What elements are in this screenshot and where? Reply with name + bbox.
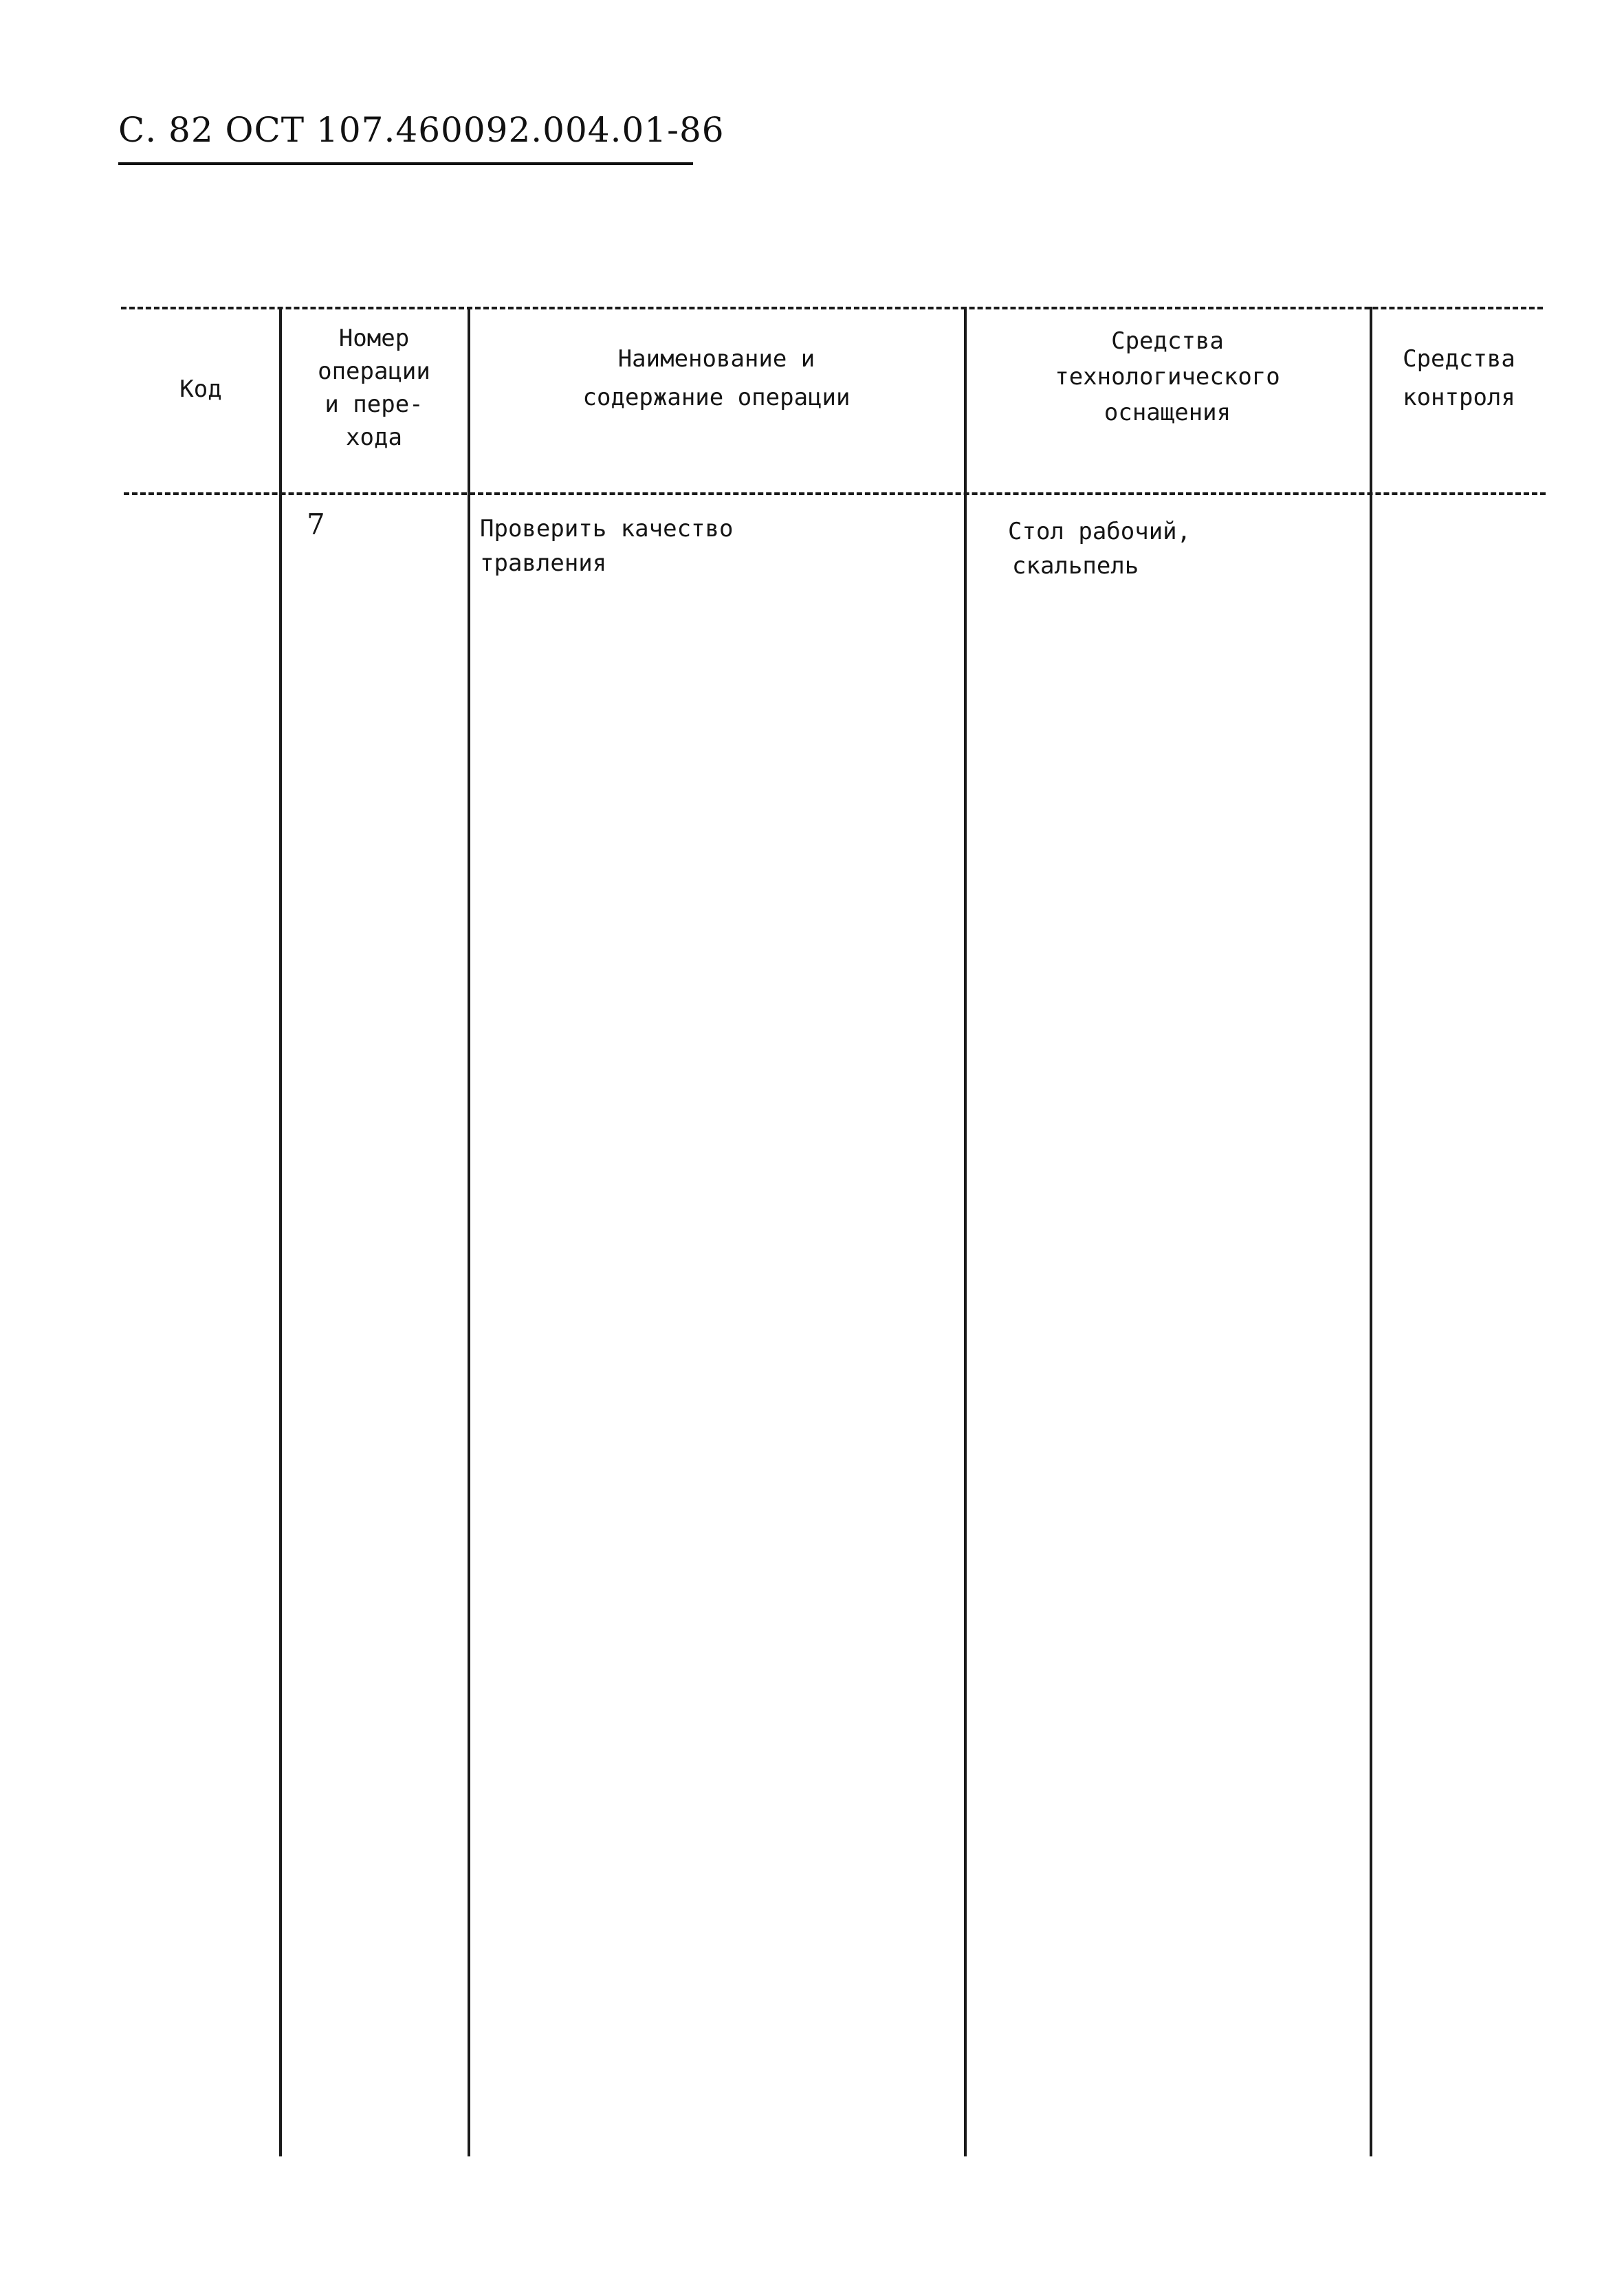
header-op-number-line: хода [346, 424, 402, 451]
page-header: С. 82 ОСТ 107.460092.004.01-86 [118, 110, 725, 150]
row-op-name-line: травления [480, 549, 607, 577]
header-op-name-line: Наименование и [617, 345, 815, 373]
row-tech-equipment [1008, 514, 1191, 583]
header-op-name-line: содержание операции [582, 384, 851, 411]
header-control-line: контроля [1403, 384, 1515, 411]
header-tech-equipment-line: оснащения [1104, 399, 1231, 426]
header-code [124, 373, 278, 406]
header-op-number-line: и пере- [325, 391, 424, 418]
row-op-name [480, 512, 733, 580]
header-tech-equipment-line: технологического [1055, 363, 1280, 391]
column-divider-1 [279, 307, 282, 2156]
column-divider-2 [468, 307, 470, 2156]
column-divider-4 [1370, 307, 1372, 2156]
header-tech-equipment [967, 323, 1368, 430]
row-op-number: 7 [307, 507, 325, 541]
header-underline [118, 162, 693, 165]
row-op-name-line: Проверить качество [480, 515, 734, 543]
row-tech-equipment-line: скальпель [1012, 552, 1139, 580]
header-op-number-line: операции [318, 358, 430, 385]
header-op-name [470, 340, 963, 417]
column-divider-3 [964, 307, 967, 2156]
header-control [1372, 340, 1546, 417]
header-op-number-line: Номер [338, 325, 410, 352]
row-tech-equipment-line: Стол рабочий, [1008, 518, 1192, 545]
header-tech-equipment-line: Средства [1111, 327, 1224, 355]
header-bottom-border [124, 492, 1546, 495]
header-control-line: Средства [1403, 345, 1515, 373]
table-top-border [121, 307, 1543, 309]
header-op-number [282, 322, 466, 454]
header-code-line: Код [179, 375, 222, 403]
